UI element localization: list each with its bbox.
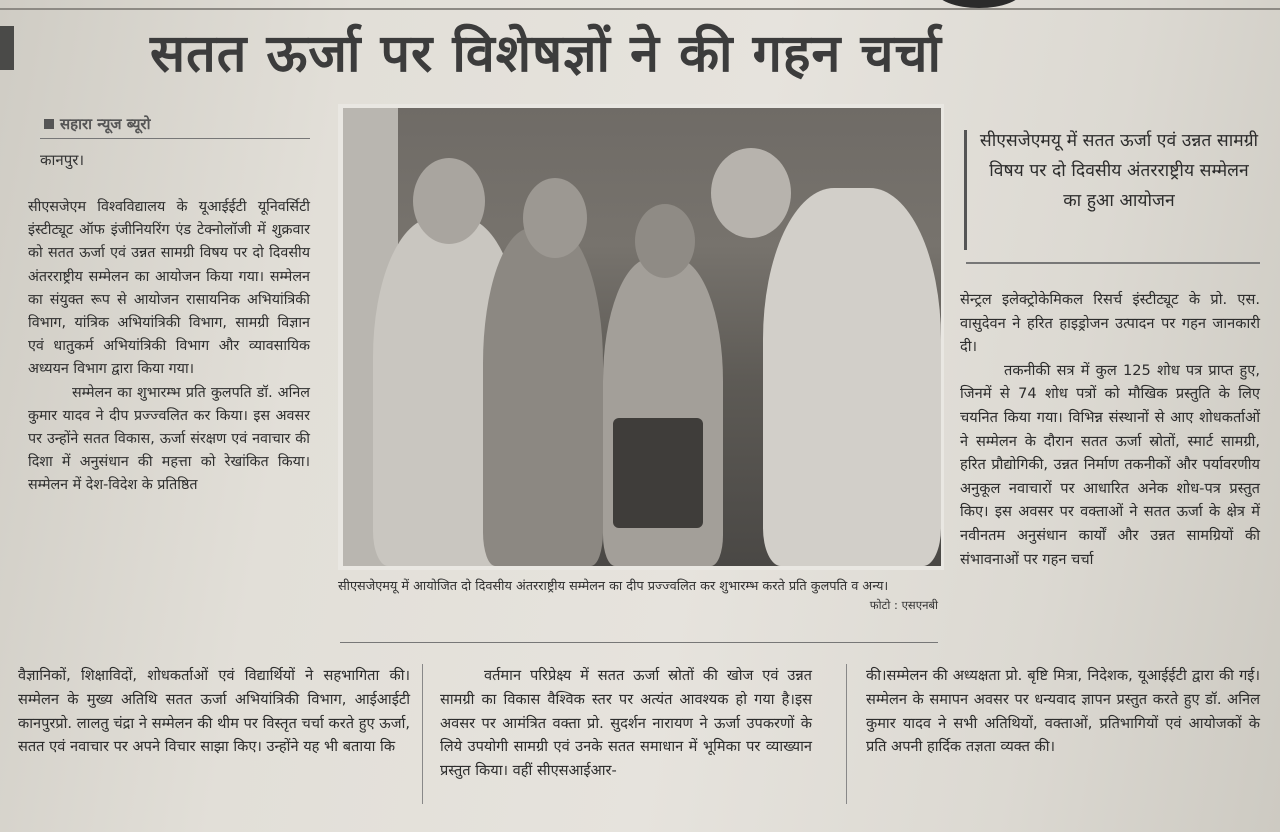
article-column-1-continued bbox=[18, 664, 410, 759]
article-column-2 bbox=[440, 664, 812, 783]
column-divider bbox=[846, 664, 847, 804]
byline-rule bbox=[40, 138, 310, 139]
byline-text: सहारा न्यूज ब्यूरो bbox=[60, 115, 151, 133]
article-column-3-continued bbox=[866, 664, 1260, 759]
subhead-rule bbox=[966, 262, 1260, 264]
paragraph: तकनीकी सत्र में कुल 125 शोध पत्र प्राप्त हुए, जिनमें से 74 शोध पत्रों को मौखिक प्रस्तुति के लिए चयनित किया गया। विभिन्न संस्थानों से आए शोधकर्ताओं ने सम्मेलन के दौरान सतत ऊर्जा स्रोतों, स्मार्ट सामग्री, हरित प्रौद्योगिकी, उन्नत निर्माण तकनीकों और पर्यावरणीय अनुकूल नवाचारों पर आधारित अनेक शोध-पत्र प्रस्तुत किए। इस अवसर पर वक्ताओं ने सतत ऊर्जा के क्षेत्र में नवीनतम अनुसंधान कार्यों और उन्नत सामग्रियों की संभावनाओं पर गहन चर्चा bbox=[960, 361, 1260, 568]
photo-credit: फोटो : एसएनबी bbox=[869, 598, 938, 612]
person-figure bbox=[483, 228, 603, 566]
top-rule bbox=[0, 8, 1280, 10]
paragraph: वर्तमान परिप्रेक्ष्य में सतत ऊर्जा स्रोतों की खोज एवं उन्नत सामग्री का विकास वैश्विक स्तर पर अत्यंत आवश्यक हो गया है।इस अवसर पर आमंत्रित वक्ता प्रो. सुदर्शन नारायण ने ऊर्जा उपकरणों के लिये उपयोगी सामग्री एवं उनके सतत समाधान में भूमिका पर व्याख्यान प्रस्तुत किया। वहीं सीएसआईआर- bbox=[440, 667, 812, 780]
column-divider bbox=[422, 664, 423, 804]
headline: सतत ऊर्जा पर विशेषज्ञों ने की गहन चर्चा bbox=[150, 24, 942, 84]
dateline: कानपुर। bbox=[40, 151, 85, 169]
person-figure bbox=[763, 188, 941, 566]
subheadline: सीएसजेएमयू में सतत ऊर्जा एवं उन्नत सामग्री विषय पर दो दिवसीय अंतरराष्ट्रीय सम्मेलन का हुआ आयोजन bbox=[979, 131, 1259, 211]
paragraph: सेन्ट्रल इलेक्ट्रोकेमिकल रिसर्च इंस्टीट्यूट के प्रो. एस. वासुदेवन ने हरित हाइड्रोजन उत्पादन पर गहन जानकारी दी। bbox=[960, 291, 1260, 356]
left-edge-mark bbox=[0, 26, 14, 70]
person-head bbox=[523, 178, 587, 258]
person-head bbox=[635, 204, 695, 278]
byline bbox=[44, 114, 150, 134]
lamp-stand bbox=[613, 418, 703, 528]
paragraph: वैज्ञानिकों, शिक्षाविदों, शोधकर्ताओं एवं विद्यार्थियों ने सहभागिता की। सम्मेलन के मुख्य अतिथि सतत ऊर्जा अभियांत्रिकी विभाग, आईआईटी कानपुरप्रो. लालतु चंद्रा ने सम्मेलन की थीम पर विस्तृत चर्चा करते हुए ऊर्जा, सतत एवं नवाचार पर अपने विचार साझा किए। उन्होंने यह भी बताया कि bbox=[18, 667, 410, 756]
person-head bbox=[413, 158, 485, 244]
paragraph: सीएसजेएम विश्वविद्यालय के यूआईईटी यूनिवर्सिटी इंस्टीट्यूट ऑफ इंजीनियरिंग एंड टेक्नोलॉजी में शुक्रवार को सतत ऊर्जा एवं उन्नत सामग्री विषय पर दो दिवसीय अंतरराष्ट्रीय सम्मेलन का आयोजन किया गया। सम्मेलन का संयुक्त रूप से आयोजन रासायनिक अभियांत्रिकी विभाग, यांत्रिक अभियांत्रिकी विभाग, सामग्री विज्ञान एवं धातुकर्म अभियांत्रिकी विभाग और व्यावसायिक अध्ययन विभाग द्वारा किया गया। bbox=[28, 199, 310, 378]
top-ink-blob bbox=[936, 0, 1022, 8]
person-head bbox=[711, 148, 791, 238]
event-photo bbox=[343, 108, 941, 566]
article-column-1 bbox=[28, 196, 310, 498]
subhead-bar bbox=[964, 130, 967, 250]
caption-rule bbox=[340, 642, 938, 643]
photo-caption: सीएसजेएमयू में आयोजित दो दिवसीय अंतरराष्ट्रीय सम्मेलन का दीप प्रज्ज्वलित कर शुभारम्भ करते प्रति कुलपति व अन्य। bbox=[338, 579, 889, 594]
paragraph: की।सम्मेलन की अध्यक्षता प्रो. बृष्टि मित्रा, निदेशक, यूआईईटी द्वारा की गई। सम्मेलन के समापन अवसर पर धन्यवाद ज्ञापन प्रस्तुत करते हुए डॉ. अनिल कुमार यादव ने सभी अतिथियों, वक्ताओं, प्रतिभागियों एवं आयोजकों के प्रति अपनी हार्दिक तज्ञता व्यक्त की। bbox=[866, 667, 1260, 756]
square-bullet-icon bbox=[44, 119, 54, 129]
article-column-3 bbox=[960, 288, 1260, 571]
paragraph: सम्मेलन का शुभारम्भ प्रति कुलपति डॉ. अनिल कुमार यादव ने दीप प्रज्ज्वलित कर किया। इस अवसर पर उन्होंने सतत विकास, ऊर्जा संरक्षण एवं नवाचार की दिशा में अनुसंधान की महत्ता को रेखांकित किया। सम्मेलन में देश-विदेश के प्रतिष्ठित bbox=[28, 384, 310, 494]
